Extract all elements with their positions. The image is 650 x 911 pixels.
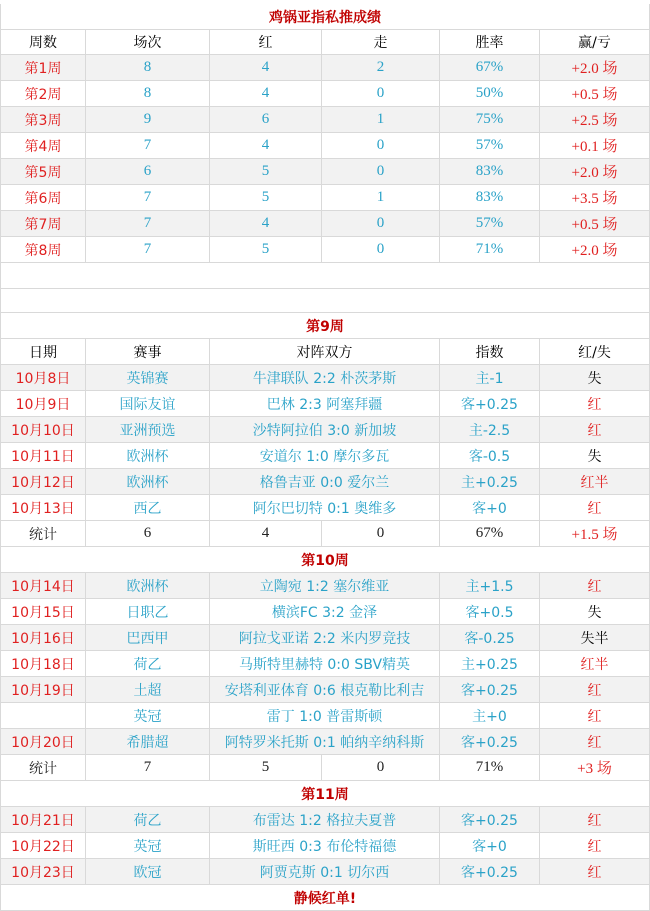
red-count: 5 — [210, 237, 322, 263]
summary-row — [0, 107, 650, 133]
stats-red: 5 — [210, 755, 322, 781]
summary-header-cell: 红 — [210, 30, 322, 55]
match-result: 红 — [540, 807, 650, 833]
match-league: 欧洲杯 — [86, 469, 210, 495]
match-header-cell: 赛事 — [86, 339, 210, 365]
summary-row — [0, 185, 650, 211]
draw-count: 0 — [322, 159, 440, 185]
profit-loss: +0.1 场 — [540, 133, 650, 159]
summary-header-cell: 走 — [322, 30, 440, 55]
week-title: 第9周 — [0, 313, 650, 339]
match-result: 失 — [540, 365, 650, 391]
red-count: 4 — [210, 81, 322, 107]
draw-count: 0 — [322, 133, 440, 159]
match-date: 10月13日 — [0, 495, 86, 521]
stats-games: 7 — [86, 755, 210, 781]
summary-header-cell: 赢/亏 — [540, 30, 650, 55]
match-row — [0, 573, 650, 599]
match-odds: 客+0.25 — [440, 391, 540, 417]
match-odds: 客+0 — [440, 833, 540, 859]
match-header-cell: 红/失 — [540, 339, 650, 365]
match-odds: 客-0.25 — [440, 625, 540, 651]
draw-count: 1 — [322, 107, 440, 133]
summary-row — [0, 133, 650, 159]
stats-label: 统计 — [0, 521, 86, 547]
match-date: 10月23日 — [0, 859, 86, 885]
match-result: 红 — [540, 859, 650, 885]
summary-header-cell: 周数 — [0, 30, 86, 55]
match-row — [0, 391, 650, 417]
match-result: 红 — [540, 833, 650, 859]
match-result: 红 — [540, 495, 650, 521]
match-result: 红 — [540, 391, 650, 417]
games-count: 9 — [86, 107, 210, 133]
games-count: 8 — [86, 81, 210, 107]
games-count: 8 — [86, 55, 210, 81]
match-league: 希腊超 — [86, 729, 210, 755]
match-odds: 客+0.25 — [440, 729, 540, 755]
games-count: 7 — [86, 185, 210, 211]
red-count: 4 — [210, 133, 322, 159]
red-count: 4 — [210, 211, 322, 237]
match-teams-score: 安道尔 1:0 摩尔多瓦 — [210, 443, 440, 469]
match-league: 英锦赛 — [86, 365, 210, 391]
match-date: 10月16日 — [0, 625, 86, 651]
stats-red: 4 — [210, 521, 322, 547]
match-date: 10月20日 — [0, 729, 86, 755]
win-rate: 83% — [440, 185, 540, 211]
stats-rate: 71% — [440, 755, 540, 781]
match-date: 10月8日 — [0, 365, 86, 391]
match-teams-score: 立陶宛 1:2 塞尔维亚 — [210, 573, 440, 599]
win-rate: 67% — [440, 55, 540, 81]
match-date: 10月12日 — [0, 469, 86, 495]
week-label: 第6周 — [0, 185, 86, 211]
match-result: 红 — [540, 703, 650, 729]
match-league: 荷乙 — [86, 651, 210, 677]
week-title-row — [0, 313, 650, 339]
match-teams-score: 布雷达 1:2 格拉夫夏普 — [210, 807, 440, 833]
summary-header-cell: 场次 — [86, 30, 210, 55]
spacer-row — [0, 289, 650, 313]
summary-row — [0, 211, 650, 237]
match-date: 10月19日 — [0, 677, 86, 703]
match-teams-score: 阿拉戈亚诺 2:2 米内罗竞技 — [210, 625, 440, 651]
match-league: 日职乙 — [86, 599, 210, 625]
match-result: 失 — [540, 443, 650, 469]
match-row — [0, 703, 650, 729]
match-row — [0, 599, 650, 625]
match-row — [0, 365, 650, 391]
stats-label: 统计 — [0, 755, 86, 781]
win-rate: 83% — [440, 159, 540, 185]
match-date: 10月21日 — [0, 807, 86, 833]
summary-header-row — [0, 30, 650, 55]
draw-count: 1 — [322, 185, 440, 211]
week-title-row — [0, 781, 650, 807]
summary-row — [0, 81, 650, 107]
match-row — [0, 625, 650, 651]
week-label: 第2周 — [0, 81, 86, 107]
footer-note: 静候红单! — [0, 885, 650, 911]
draw-count: 0 — [322, 81, 440, 107]
match-league: 巴西甲 — [86, 625, 210, 651]
spacer — [0, 289, 650, 313]
match-result: 红 — [540, 573, 650, 599]
stats-draw: 0 — [322, 521, 440, 547]
match-odds: 主+0 — [440, 703, 540, 729]
summary-header-cell: 胜率 — [440, 30, 540, 55]
match-teams-score: 斯旺西 0:3 布伦特福德 — [210, 833, 440, 859]
games-count: 7 — [86, 237, 210, 263]
match-teams-score: 马斯特里赫特 0:0 SBV精英 — [210, 651, 440, 677]
match-league: 荷乙 — [86, 807, 210, 833]
match-row — [0, 495, 650, 521]
red-count: 5 — [210, 185, 322, 211]
match-teams-score: 沙特阿拉伯 3:0 新加坡 — [210, 417, 440, 443]
match-row — [0, 469, 650, 495]
match-teams-score: 牛津联队 2:2 朴茨茅斯 — [210, 365, 440, 391]
spacer-row — [0, 263, 650, 289]
win-rate: 75% — [440, 107, 540, 133]
match-result: 失 — [540, 599, 650, 625]
red-count: 5 — [210, 159, 322, 185]
match-date: 10月22日 — [0, 833, 86, 859]
match-result: 红 — [540, 729, 650, 755]
week-title: 第11周 — [0, 781, 650, 807]
red-count: 4 — [210, 55, 322, 81]
match-result: 红半 — [540, 469, 650, 495]
footer-row — [0, 885, 650, 911]
match-odds: 客-0.5 — [440, 443, 540, 469]
match-date: 10月15日 — [0, 599, 86, 625]
match-league: 西乙 — [86, 495, 210, 521]
match-league: 英冠 — [86, 833, 210, 859]
week-label: 第1周 — [0, 55, 86, 81]
week-title-row — [0, 547, 650, 573]
match-result: 失半 — [540, 625, 650, 651]
profit-loss: +3.5 场 — [540, 185, 650, 211]
week-label: 第4周 — [0, 133, 86, 159]
match-odds: 客+0.25 — [440, 807, 540, 833]
match-teams-score: 格鲁吉亚 0:0 爱尔兰 — [210, 469, 440, 495]
match-odds: 主-1 — [440, 365, 540, 391]
match-row — [0, 807, 650, 833]
match-league: 英冠 — [86, 703, 210, 729]
match-league: 欧洲杯 — [86, 443, 210, 469]
win-rate: 57% — [440, 133, 540, 159]
match-row — [0, 443, 650, 469]
games-count: 7 — [86, 211, 210, 237]
match-odds: 主+0.25 — [440, 651, 540, 677]
match-teams-score: 阿贾克斯 0:1 切尔西 — [210, 859, 440, 885]
match-teams-score: 安塔利亚体育 0:6 根克勒比利吉 — [210, 677, 440, 703]
match-odds: 客+0 — [440, 495, 540, 521]
title-row — [0, 4, 650, 30]
red-count: 6 — [210, 107, 322, 133]
match-league: 欧冠 — [86, 859, 210, 885]
stats-rate: 67% — [440, 521, 540, 547]
win-rate: 57% — [440, 211, 540, 237]
match-row — [0, 651, 650, 677]
win-rate: 71% — [440, 237, 540, 263]
match-odds: 客+0.25 — [440, 677, 540, 703]
match-teams-score: 阿尔巴切特 0:1 奥维多 — [210, 495, 440, 521]
win-rate: 50% — [440, 81, 540, 107]
week-label: 第8周 — [0, 237, 86, 263]
summary-row — [0, 55, 650, 81]
match-league: 土超 — [86, 677, 210, 703]
summary-row — [0, 237, 650, 263]
match-league: 国际友谊 — [86, 391, 210, 417]
stats-profit-loss: +3 场 — [540, 755, 650, 781]
match-teams-score: 巴林 2:3 阿塞拜疆 — [210, 391, 440, 417]
match-result: 红 — [540, 677, 650, 703]
match-result: 红 — [540, 417, 650, 443]
spacer — [0, 263, 650, 289]
stats-games: 6 — [86, 521, 210, 547]
match-result: 红半 — [540, 651, 650, 677]
match-header-cell: 日期 — [0, 339, 86, 365]
profit-loss: +2.0 场 — [540, 159, 650, 185]
match-odds: 客+0.25 — [440, 859, 540, 885]
summary-row — [0, 159, 650, 185]
match-date: 10月14日 — [0, 573, 86, 599]
match-date: 10月11日 — [0, 443, 86, 469]
match-date: 10月9日 — [0, 391, 86, 417]
profit-loss: +2.0 场 — [540, 55, 650, 81]
match-date — [0, 703, 86, 729]
stats-row — [0, 521, 650, 547]
profit-loss: +0.5 场 — [540, 211, 650, 237]
profit-loss: +2.5 场 — [540, 107, 650, 133]
match-teams-score: 阿特罗米托斯 0:1 帕纳辛纳科斯 — [210, 729, 440, 755]
match-league: 欧洲杯 — [86, 573, 210, 599]
match-header-cell: 对阵双方 — [210, 339, 440, 365]
week-label: 第3周 — [0, 107, 86, 133]
table-title: 鸡锅亚指私推成绩 — [0, 4, 650, 30]
match-odds: 主+0.25 — [440, 469, 540, 495]
match-row — [0, 417, 650, 443]
profit-loss: +2.0 场 — [540, 237, 650, 263]
match-odds: 客+0.5 — [440, 599, 540, 625]
week-label: 第7周 — [0, 211, 86, 237]
match-row — [0, 833, 650, 859]
match-teams-score: 横滨FC 3:2 金泽 — [210, 599, 440, 625]
match-row — [0, 677, 650, 703]
match-header-cell: 指数 — [440, 339, 540, 365]
draw-count: 2 — [322, 55, 440, 81]
draw-count: 0 — [322, 211, 440, 237]
profit-loss: +0.5 场 — [540, 81, 650, 107]
games-count: 7 — [86, 133, 210, 159]
stats-row — [0, 755, 650, 781]
stats-draw: 0 — [322, 755, 440, 781]
week-label: 第5周 — [0, 159, 86, 185]
week-title: 第10周 — [0, 547, 650, 573]
games-count: 6 — [86, 159, 210, 185]
match-date: 10月10日 — [0, 417, 86, 443]
match-odds: 主-2.5 — [440, 417, 540, 443]
match-header-row — [0, 339, 650, 365]
match-teams-score: 雷丁 1:0 普雷斯顿 — [210, 703, 440, 729]
match-odds: 主+1.5 — [440, 573, 540, 599]
draw-count: 0 — [322, 237, 440, 263]
match-league: 亚洲预选 — [86, 417, 210, 443]
match-row — [0, 729, 650, 755]
match-date: 10月18日 — [0, 651, 86, 677]
match-row — [0, 859, 650, 885]
stats-profit-loss: +1.5 场 — [540, 521, 650, 547]
